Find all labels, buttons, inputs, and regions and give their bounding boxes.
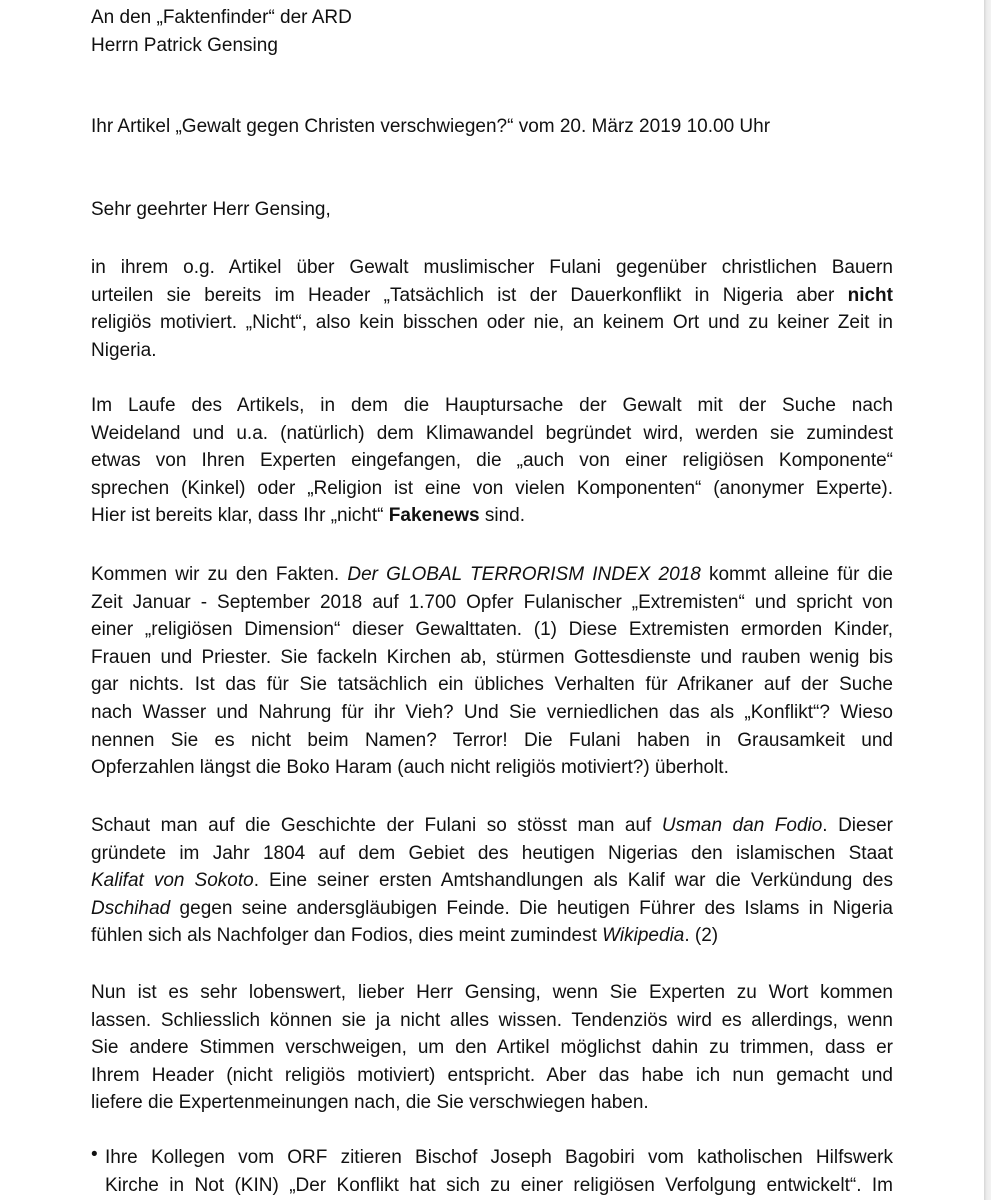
text-line (91, 644, 893, 672)
paragraph-p3 (91, 561, 893, 782)
text-line (91, 812, 893, 840)
text-run: Sie andere Stimmen verschweigen, um den Artikel möglichst dahin zu trimmen, dass er (91, 1037, 893, 1059)
text-line (91, 32, 893, 60)
italic-text: Wikipedia (602, 925, 685, 947)
text-line (91, 699, 893, 727)
text-run: Nun ist es sehr lobenswert, lieber Herr Gensing, wenn Sie Experten zu Wort kommen (91, 982, 893, 1003)
paragraph-p2 (91, 392, 893, 530)
italic-text: Der GLOBAL TERRORISM INDEX 2018 (347, 564, 701, 585)
text-line (91, 337, 893, 365)
text-run: religiös motiviert. „Nicht“, also kein bisschen oder nie, an keinem Ort und zu keiner Zeit in (91, 312, 893, 334)
text-run: An den „Faktenfinder“ der ARD (91, 7, 352, 28)
text-run: Frauen und Priester. Sie fackeln Kirchen ab, stürmen Gottesdienste und rauben wenig bis (91, 646, 893, 668)
text-line (91, 475, 893, 503)
text-run: in ihrem o.g. Artikel über Gewalt muslimischer Fulani gegenüber christlichen Bauern (91, 257, 893, 278)
text-line (91, 616, 893, 644)
paragraph-p4 (91, 812, 893, 950)
text-run: lassen. Schliesslich können sie ja nicht alles wissen. Tendenziös wird es allerdings, wenn (91, 1009, 893, 1031)
text-run: gegen seine andersgläubigen Feinde. Die heutigen Führer des Islams in Nigeria (170, 897, 893, 919)
paragraph-bullet1 (91, 1144, 893, 1199)
text-line (91, 196, 893, 224)
text-run: Herrn Patrick Gensing (91, 34, 278, 56)
text-run: Im Laufe des Artikels, in dem die Hauptursache der Gewalt mit der Suche nach (91, 395, 893, 416)
text-line (91, 979, 893, 1007)
text-run: nach Wasser und Nahrung für ihr Vieh? Und Sie verniedlichen das als „Konflikt“? Wieso (91, 701, 893, 723)
italic-text: Usman dan Fodio (661, 815, 823, 836)
paragraph-subject (91, 113, 893, 141)
bold-text: nicht (847, 284, 893, 306)
text-run: liefere die Expertenmeinungen nach, die Sie verschwiegen haben. (91, 1092, 649, 1114)
text-run: Ihrem Header (nicht religiös motiviert) entspricht. Aber das habe ich nun gemacht und (91, 1064, 893, 1086)
text-line (91, 867, 893, 895)
text-run: etwas von Ihren Experten eingefangen, die „auch von einer religiösen Komponente“ (91, 450, 893, 472)
text-run: sprechen (Kinkel) oder „Religion ist eine von vielen Komponenten“ (anonymer Experte). (91, 477, 893, 499)
text-run: . (2) (684, 925, 719, 947)
text-run: Kirche in Not (KIN) „Der Konflikt hat sich zu einer religiösen Verfolgung entwickelt“. Im (105, 1174, 893, 1196)
text-run: Zeit Januar - September 2018 auf 1.700 Opfer Fulanischer „Extremisten“ und spricht von (91, 591, 893, 613)
text-line (91, 254, 893, 282)
text-run: gründete im Jahr 1804 auf dem Gebiet des heutigen Nigerias den islamischen Staat (91, 842, 893, 864)
text-line (91, 1089, 893, 1117)
text-line (91, 561, 893, 589)
text-line (91, 309, 893, 337)
text-run: nennen Sie es nicht beim Namen? Terror! Die Fulani haben in Grausamkeit und (91, 729, 893, 751)
text-run: Sehr geehrter Herr Gensing, (91, 199, 331, 220)
text-run: fühlen sich als Nachfolger dan Fodios, dies meint zumindest (91, 925, 603, 947)
bullet-marker: • (91, 1144, 98, 1165)
italic-text: Dschihad (91, 897, 171, 919)
text-line (91, 1034, 893, 1062)
text-run: Kommen wir zu den Fakten. (91, 564, 348, 585)
text-run: gar nichts. Ist das für Sie tatsächlich ein übliches Verhalten für Afrikaner auf der Suche (91, 674, 893, 696)
text-line (91, 420, 893, 448)
text-line (91, 671, 893, 699)
text-run: Opferzahlen längst die Boko Haram (auch nicht religiös motiviert?) überholt. (91, 757, 729, 779)
paragraph-p5 (91, 979, 893, 1117)
text-line (91, 447, 893, 475)
text-line (105, 1144, 893, 1172)
text-run: kommt alleine für die (700, 564, 893, 585)
paragraph-p1 (91, 254, 893, 364)
text-line (91, 282, 893, 310)
text-run: Hier ist bereits klar, dass Ihr „nicht“ (91, 505, 389, 527)
text-line (91, 589, 893, 617)
text-run: Ihr Artikel „Gewalt gegen Christen verschwiegen?“ vom 20. März 2019 10.00 Uhr (91, 116, 771, 137)
paragraph-salutation (91, 196, 893, 224)
text-run: einer „religiösen Dimension“ dieser Gewalttaten. (1) Diese Extremisten ermorden Kinder, (91, 619, 893, 641)
bold-text: Fakenews (388, 505, 480, 527)
text-line (105, 1172, 893, 1200)
text-run: Ihre Kollegen vom ORF zitieren Bischof Joseph Bagobiri vom katholischen Hilfswerk (105, 1147, 893, 1168)
text-run: . Eine seiner ersten Amtshandlungen als Kalif war die Verkündung des (253, 870, 893, 892)
text-run: urteilen sie bereits im Header „Tatsächlich ist der Dauerkonflikt in Nigeria aber (91, 284, 848, 306)
text-run: Nigeria. (91, 339, 157, 361)
text-line (91, 754, 893, 782)
text-run: Schaut man auf die Geschichte der Fulani so stösst man auf (91, 815, 662, 836)
text-run: sind. (479, 505, 526, 527)
text-line (91, 1007, 893, 1035)
text-line (91, 840, 893, 868)
page-edge (984, 0, 991, 1200)
text-run: Weideland und u.a. (natürlich) dem Klimawandel begründet wird, werden sie zumindest (91, 422, 893, 444)
text-line (91, 727, 893, 755)
text-line (91, 922, 893, 950)
text-line (91, 895, 893, 923)
text-line (91, 113, 893, 141)
paragraph-address (91, 4, 893, 59)
text-run: . Dieser (822, 815, 893, 836)
text-line (91, 502, 893, 530)
italic-text: Kalifat von Sokoto (91, 870, 254, 892)
text-line (91, 1062, 893, 1090)
text-line (91, 392, 893, 420)
text-line (91, 4, 893, 32)
